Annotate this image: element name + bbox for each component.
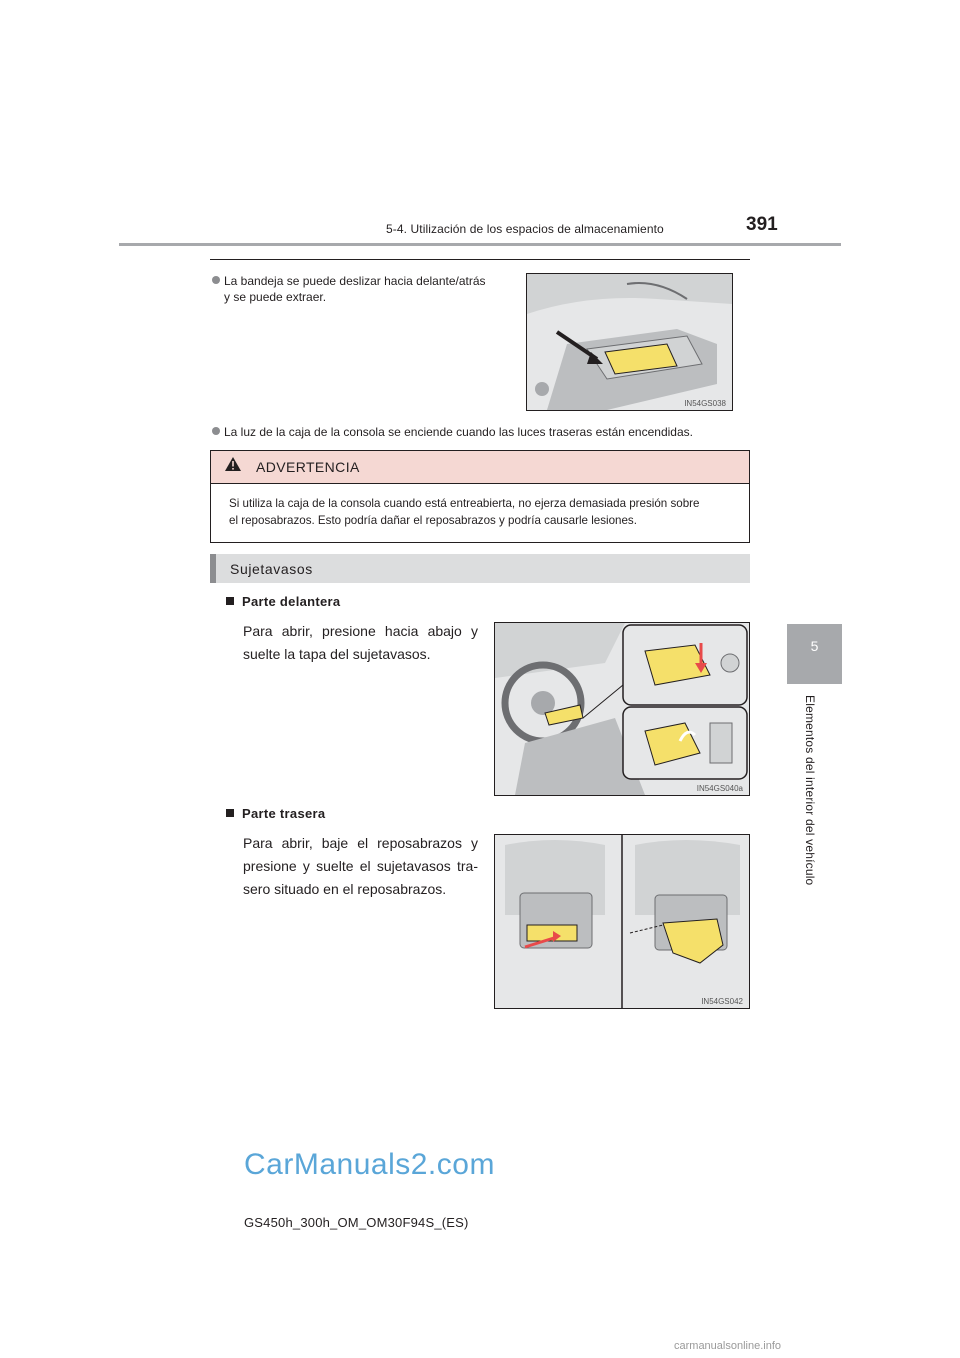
figure-code: IN54GS040a [696,784,743,793]
square-bullet-icon [226,809,234,817]
document-footer-code: GS450h_300h_OM_OM30F94S_(ES) [244,1215,469,1230]
rear-cupholder-figure [494,834,750,1009]
instruction-line: Para abrir, baje el reposabrazos y [243,835,478,851]
content-rule [210,259,750,260]
bullet-icon [212,427,220,435]
section-title: Sujetavasos [230,561,313,577]
instruction-line: suelte la tapa del sujetavasos. [243,646,431,662]
figure-code: IN54GS042 [701,997,743,1006]
watermark-text: CarManuals2.com [244,1148,495,1181]
bullet-text: La luz de la caja de la consola se enciende cuando las luces traseras están encendidas. [224,425,693,439]
section-header-bar [210,554,750,583]
subsection-heading-text: Parte trasera [242,806,326,821]
instruction-line: presione y suelte el sujetavasos tra- [243,858,478,874]
warning-box [210,450,750,543]
instruction-text [243,620,478,666]
watermark-url: carmanualsonline.info [674,1340,782,1352]
figure-code: IN54GS038 [684,399,726,408]
bullet-icon [212,276,220,284]
subsection-heading [226,806,325,821]
subsection-heading [226,594,340,609]
warning-text: el reposabrazos. Esto podría dañar el reposabrazos y podría causarle lesiones. [229,514,637,527]
page-number: 391 [746,214,778,235]
warning-body [229,495,744,529]
instruction-text [243,832,478,901]
instruction-line: sero situado en el reposabrazos. [243,881,447,897]
rear-cupholder-illustration [495,835,749,1008]
console-tray-figure [526,273,733,411]
bullet-item [212,273,507,305]
bullet-text: La bandeja se puede deslizar hacia delante/atrás [224,274,486,288]
header-rule [119,243,841,246]
subsection-heading-text: Parte delantera [242,594,341,609]
chapter-tab: 5 [787,624,842,684]
warning-triangle-icon [224,456,242,472]
section-bar-accent [210,554,216,583]
front-cupholder-figure [494,622,750,796]
header-section-title: 5-4. Utilización de los espacios de almacenamiento [386,222,664,236]
warning-text: Si utiliza la caja de la consola cuando está entreabierta, no ejerza demasiada presión sobre [229,497,700,510]
front-cupholder-illustration [495,623,749,795]
chapter-title-vertical: Elementos del interior del vehículo [803,695,817,886]
bullet-item [212,424,752,440]
instruction-line: Para abrir, presione hacia abajo y [243,623,478,639]
warning-header [211,451,749,484]
square-bullet-icon [226,597,234,605]
bullet-text: y se puede extraer. [224,290,327,304]
warning-title: ADVERTENCIA [256,459,360,475]
console-tray-illustration [527,274,732,410]
